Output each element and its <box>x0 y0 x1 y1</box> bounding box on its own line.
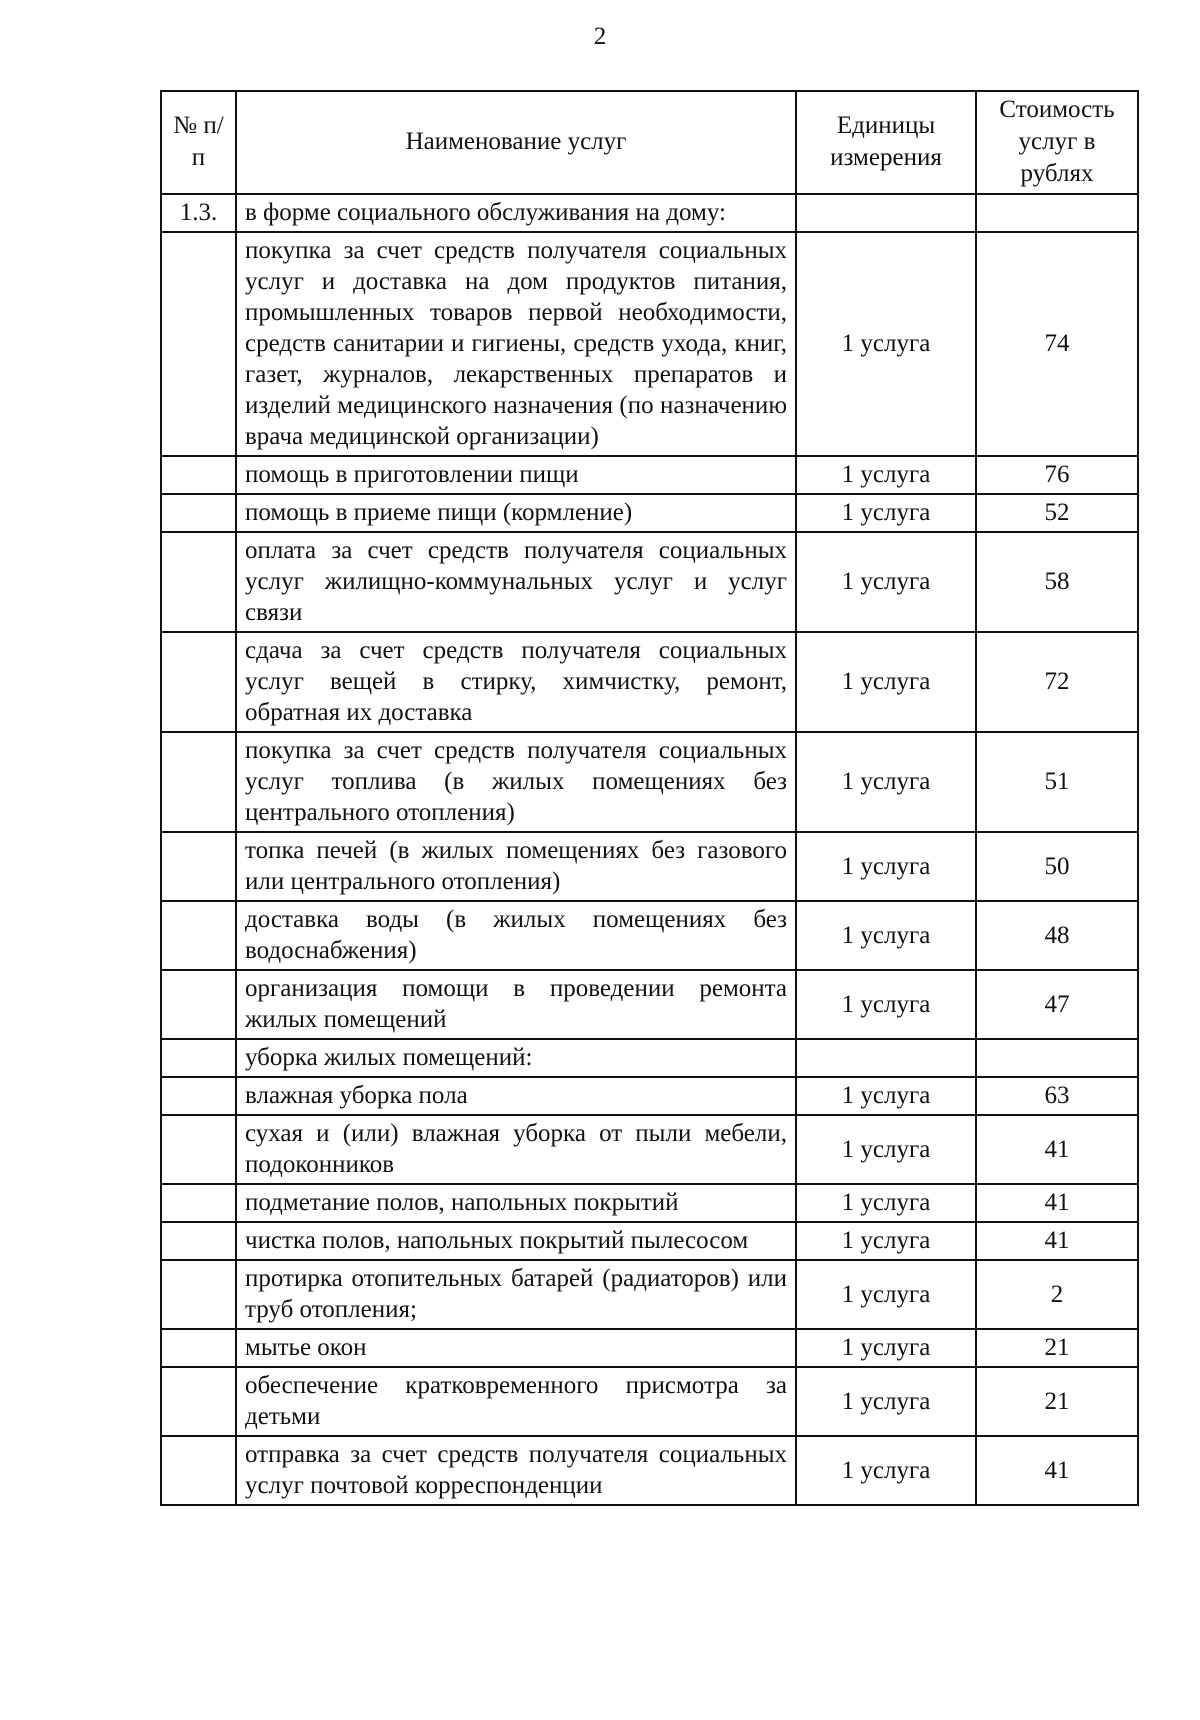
service-cost: 21 <box>976 1367 1138 1436</box>
table-row <box>161 1367 1138 1436</box>
table-header-row <box>161 91 1138 194</box>
service-unit: 1 услуга <box>796 1367 976 1436</box>
service-name: сухая и (или) влажная уборка от пыли мебели, подоконников <box>236 1115 796 1184</box>
service-cost: 41 <box>976 1436 1138 1505</box>
service-unit: 1 услуга <box>796 456 976 494</box>
service-cost: 58 <box>976 532 1138 632</box>
service-name: помощь в приготовлении пищи <box>236 456 796 494</box>
service-cost: 41 <box>976 1222 1138 1260</box>
service-unit: 1 услуга <box>796 1077 976 1115</box>
page-number: 2 <box>593 23 607 50</box>
service-cost: 41 <box>976 1184 1138 1222</box>
service-name: покупка за счет средств получателя социальных услуг и доставка на дом продуктов питания, промышленных товаров первой необходимости, средств санитарии и гигиены, средств ухода, книг, газет, журналов, лекарственных препаратов и изделий медицинского назначения (по назначению врача медицинской организации) <box>236 232 796 456</box>
row-number <box>161 1184 236 1222</box>
row-number <box>161 232 236 456</box>
table-row <box>161 632 1138 732</box>
table-row <box>161 194 1138 232</box>
service-cost: 63 <box>976 1077 1138 1115</box>
service-cost: 41 <box>976 1115 1138 1184</box>
row-number <box>161 732 236 832</box>
service-unit: 1 услуга <box>796 232 976 456</box>
table-row <box>161 1039 1138 1077</box>
service-unit: 1 услуга <box>796 1184 976 1222</box>
row-number <box>161 1367 236 1436</box>
table-row <box>161 494 1138 532</box>
header-cost: Стоимость услуг в рублях <box>976 91 1138 194</box>
service-unit: 1 услуга <box>796 1436 976 1505</box>
header-unit: Единицы измерения <box>796 91 976 194</box>
row-number <box>161 1077 236 1115</box>
table-row <box>161 1184 1138 1222</box>
service-cost: 76 <box>976 456 1138 494</box>
service-name: покупка за счет средств получателя социальных услуг топлива (в жилых помещениях без центрального отопления) <box>236 732 796 832</box>
service-name: организация помощи в проведении ремонта жилых помещений <box>236 970 796 1039</box>
service-unit: 1 услуга <box>796 970 976 1039</box>
table-row <box>161 970 1138 1039</box>
table-row <box>161 1222 1138 1260</box>
header-number: № п/п <box>161 91 236 194</box>
row-number <box>161 1329 236 1367</box>
service-name: доставка воды (в жилых помещениях без водоснабжения) <box>236 901 796 970</box>
row-number <box>161 456 236 494</box>
service-name: оплата за счет средств получателя социальных услуг жилищно-коммунальных услуг и услуг связи <box>236 532 796 632</box>
table-row <box>161 901 1138 970</box>
table-row <box>161 1077 1138 1115</box>
service-unit: 1 услуга <box>796 1260 976 1329</box>
table-row <box>161 1115 1138 1184</box>
services-price-table <box>160 90 1139 1506</box>
service-name: влажная уборка пола <box>236 1077 796 1115</box>
service-name: подметание полов, напольных покрытий <box>236 1184 796 1222</box>
service-name: чистка полов, напольных покрытий пылесосом <box>236 1222 796 1260</box>
service-cost <box>976 1039 1138 1077</box>
table-row <box>161 1329 1138 1367</box>
service-name: обеспечение кратковременного присмотра за детьми <box>236 1367 796 1436</box>
service-cost: 21 <box>976 1329 1138 1367</box>
row-number <box>161 532 236 632</box>
service-name: протирка отопительных батарей (радиаторов) или труб отопления; <box>236 1260 796 1329</box>
row-number <box>161 632 236 732</box>
service-unit: 1 услуга <box>796 532 976 632</box>
service-cost <box>976 194 1138 232</box>
service-unit <box>796 194 976 232</box>
service-unit: 1 услуга <box>796 1115 976 1184</box>
service-unit: 1 услуга <box>796 1329 976 1367</box>
table-row <box>161 532 1138 632</box>
service-cost: 52 <box>976 494 1138 532</box>
service-name: топка печей (в жилых помещениях без газового или центрального отопления) <box>236 832 796 901</box>
table-row <box>161 832 1138 901</box>
service-unit: 1 услуга <box>796 732 976 832</box>
table-row <box>161 456 1138 494</box>
row-number <box>161 1222 236 1260</box>
row-number: 1.3. <box>161 194 236 232</box>
table-row <box>161 732 1138 832</box>
row-number <box>161 1039 236 1077</box>
service-unit: 1 услуга <box>796 632 976 732</box>
header-service-name: Наименование услуг <box>236 91 796 194</box>
table-row <box>161 1260 1138 1329</box>
table-row <box>161 1436 1138 1505</box>
service-cost: 74 <box>976 232 1138 456</box>
row-number <box>161 1436 236 1505</box>
row-number <box>161 1260 236 1329</box>
row-number <box>161 970 236 1039</box>
service-unit: 1 услуга <box>796 901 976 970</box>
service-unit: 1 услуга <box>796 832 976 901</box>
service-cost: 2 <box>976 1260 1138 1329</box>
service-name: в форме социального обслуживания на дому: <box>236 194 796 232</box>
service-unit <box>796 1039 976 1077</box>
service-cost: 48 <box>976 901 1138 970</box>
service-name: сдача за счет средств получателя социальных услуг вещей в стирку, химчистку, ремонт, обратная их доставка <box>236 632 796 732</box>
row-number <box>161 901 236 970</box>
service-cost: 50 <box>976 832 1138 901</box>
row-number <box>161 832 236 901</box>
service-name: уборка жилых помещений: <box>236 1039 796 1077</box>
service-name: отправка за счет средств получателя социальных услуг почтовой корреспонденции <box>236 1436 796 1505</box>
service-unit: 1 услуга <box>796 494 976 532</box>
row-number <box>161 1115 236 1184</box>
service-cost: 72 <box>976 632 1138 732</box>
row-number <box>161 494 236 532</box>
service-name: помощь в приеме пищи (кормление) <box>236 494 796 532</box>
table-row <box>161 232 1138 456</box>
service-cost: 47 <box>976 970 1138 1039</box>
service-name: мытье окон <box>236 1329 796 1367</box>
service-unit: 1 услуга <box>796 1222 976 1260</box>
service-cost: 51 <box>976 732 1138 832</box>
